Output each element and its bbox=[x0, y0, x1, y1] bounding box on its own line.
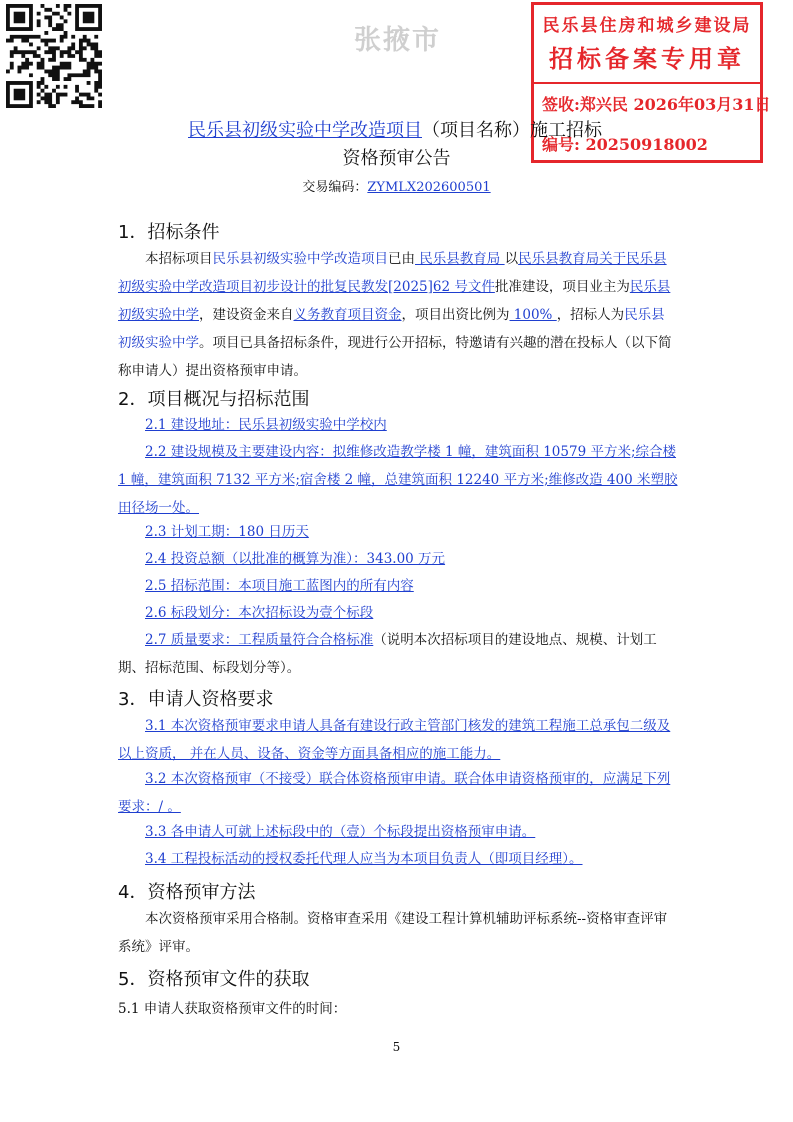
s2-item-address[interactable]: 2.1 建设地址：民乐县初级实验中学校内 bbox=[145, 417, 387, 433]
s4-body: 本次资格预审采用合格制。资格审查采用《建设工程计算机辅助评标系统--资格审查评审系统》评审。 bbox=[118, 911, 668, 955]
s3-item-agent[interactable]: 3.4 工程投标活动的授权委托代理人应当为本项目负责人（即项目经理）。 bbox=[145, 851, 583, 867]
s1-fund-link[interactable]: 义务教育项目资金 bbox=[293, 307, 402, 323]
s1-text: ，项目出资比例为 bbox=[401, 307, 510, 323]
page-title bbox=[150, 118, 640, 144]
section-5-heading: 5．资格预审文件的获取 bbox=[118, 969, 310, 990]
page-subtitle: 资格预审公告 bbox=[342, 148, 451, 169]
s1-text: 以 bbox=[504, 251, 519, 267]
title-name-note: （项目名称） bbox=[422, 120, 530, 141]
s2-item-lots[interactable]: 2.6 标段划分：本次招标设为壹个标段 bbox=[145, 605, 374, 621]
s1-text: 已由 bbox=[388, 251, 415, 267]
stamp-number: 编号: 20250918002 bbox=[542, 135, 708, 154]
s1-approver-link[interactable]: 民乐县教育局 bbox=[415, 251, 505, 267]
section-2-heading: 2．项目概况与招标范围 bbox=[118, 389, 310, 410]
s2-item-scope[interactable]: 2.5 招标范围：本项目施工蓝图内的所有内容 bbox=[145, 578, 414, 594]
stamp-org: 民乐县住房和城乡建设局 bbox=[542, 16, 752, 36]
city-watermark: 张掖市 bbox=[354, 25, 441, 56]
s3-item-consortium[interactable]: 3.2 本次资格预审（不接受）联合体资格预审申请。联合体申请资格预审的，应满足下列要求：/ 。 bbox=[118, 771, 671, 815]
stamp-divider bbox=[534, 82, 760, 84]
s1-text: 。项目已具备招标条件，现进行公开招标，特邀请有兴趣的潜在投标人（以下简称申请人）提出资格预审申请。 bbox=[118, 335, 672, 379]
page-number: 5 bbox=[392, 1040, 401, 1054]
stamp-sign-date: 签收:郑兴民 2026年03月31日 bbox=[542, 95, 771, 114]
s1-text: ，建设资金来自 bbox=[199, 307, 294, 323]
trade-code-label: 交易编码： bbox=[302, 180, 368, 195]
s1-owner-link[interactable]: 民乐县初级实验中学 bbox=[118, 279, 671, 323]
section-4-heading: 4．资格预审方法 bbox=[118, 882, 256, 903]
s2-quality-link[interactable]: 2.7 质量要求：工程质量符合合格标准 bbox=[145, 632, 374, 648]
qr-code-image bbox=[6, 4, 102, 108]
s1-text: 批准建设，项目业主为 bbox=[494, 279, 630, 295]
section-3-heading: 3．申请人资格要求 bbox=[118, 689, 274, 710]
title-suffix: 施工招标 bbox=[530, 120, 602, 141]
s2-item-duration[interactable]: 2.3 计划工期：180 日历天 bbox=[145, 524, 309, 540]
s3-item-qualification[interactable]: 3.1 本次资格预审要求申请人具备有建设行政主管部门核发的建筑工程施工总承包二级及以上资质， 并在人员、设备、资金等方面具备相应的施工能力。 bbox=[118, 718, 671, 762]
s1-approval-doc-link[interactable]: 民乐县教育局关于民乐县初级实验中学改造项目初步设计的批复民教发[2025]62 号文件 bbox=[118, 251, 667, 295]
s3-item-lot-apply[interactable]: 3.3 各申请人可就上述标段中的（壹）个标段提出资格预审申请。 bbox=[145, 824, 536, 840]
s1-tenderer-link[interactable]: 民乐县初级实验中学 bbox=[118, 307, 665, 351]
s1-text: 本招标项目 bbox=[145, 251, 213, 267]
stamp-purpose: 招标备案专用章 bbox=[549, 45, 745, 73]
s1-text: ，招标人为 bbox=[556, 307, 625, 323]
s5-item-time: 5.1 申请人获取资格预审文件的时间： bbox=[118, 1001, 347, 1017]
s1-ratio-link[interactable]: 100% bbox=[509, 307, 557, 323]
s2-item-scale[interactable]: 2.2 建设规模及主要建设内容：拟维修改造教学楼 1 幢，建筑面积 10579 平方米;综合楼 1 幢，建筑面积 7132 平方米;宿舍楼 2 幢，总建筑面积 12240 平方米;维修改造 400 米塑胶田径场一处。 bbox=[118, 444, 678, 516]
s1-project-link[interactable]: 民乐县初级实验中学改造项目 bbox=[212, 251, 388, 267]
s2-item-quality bbox=[118, 626, 678, 682]
s2-item-investment[interactable]: 2.4 投资总额（以批准的概算为准）：343.00 万元 bbox=[145, 551, 446, 567]
project-name-link[interactable]: 民乐县初级实验中学改造项目 bbox=[188, 120, 422, 141]
section-1-heading: 1．招标条件 bbox=[118, 222, 220, 243]
section-1-body bbox=[118, 245, 678, 385]
s2-quality-note: （说明本次招标项目的建设地点、规模、计划工期、招标范围、标段划分等）。 bbox=[118, 632, 657, 676]
trade-code bbox=[0, 176, 793, 195]
trade-code-value[interactable]: ZYMLX202600501 bbox=[367, 180, 491, 195]
